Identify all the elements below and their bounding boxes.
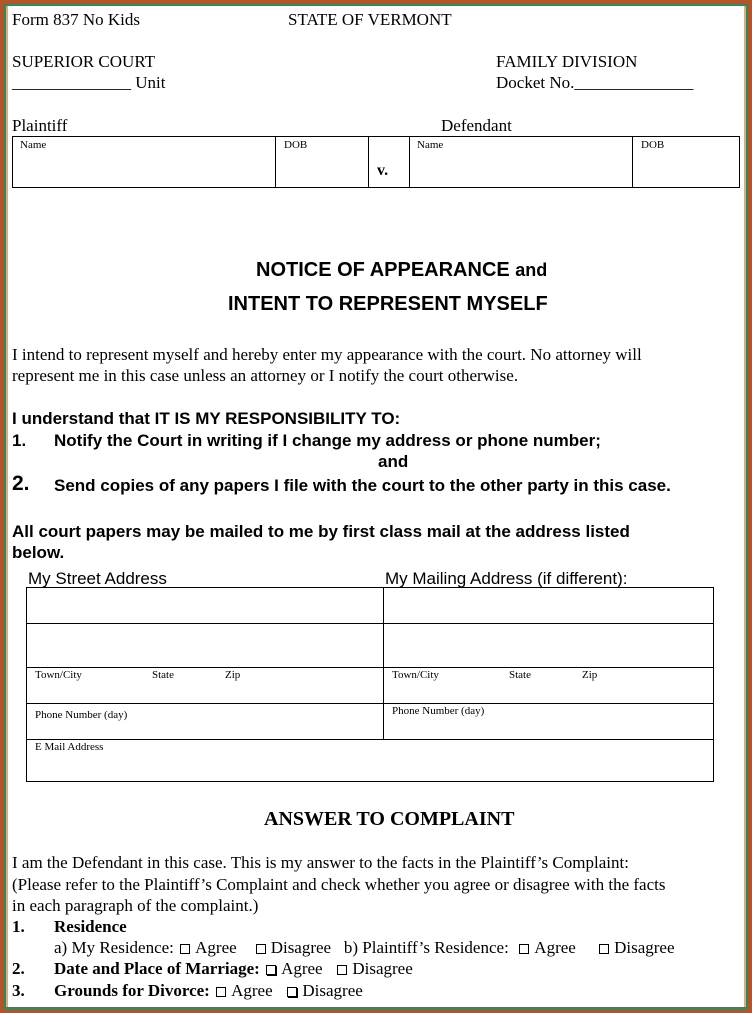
form-id: Form 837 No Kids (12, 10, 140, 29)
court-name: SUPERIOR COURT (12, 52, 156, 71)
grounds-label: Grounds for Divorce: (54, 981, 210, 1000)
notice-paragraph-line2: represent me in this case unless an attorney or I notify the court otherwise. (12, 366, 519, 385)
answer-title: ANSWER TO COMPLAINT (264, 808, 515, 830)
answer-item1-num: 1. (12, 917, 25, 936)
street-town-label: Town/City (35, 669, 82, 681)
answer-item3-num: 3. (12, 981, 25, 1000)
mailing-zip-label: Zip (582, 669, 598, 681)
grounds-disagree-checkbox[interactable] (287, 987, 297, 997)
unit-field[interactable]: ______________ Unit (12, 73, 166, 92)
division-name: FAMILY DIVISION (496, 52, 638, 71)
form-page (8, 6, 744, 1007)
marriage-disagree-label: Disagree (352, 959, 413, 978)
street-phone-label: Phone Number (day) (35, 709, 128, 721)
notice-title-line1 (256, 259, 547, 282)
mailing-state-label: State (509, 669, 531, 681)
mailing-address-heading: My Mailing Address (if different): (385, 569, 628, 588)
notice-title-and: and (515, 260, 548, 280)
residence-row (54, 938, 675, 958)
plaintiff-name-field[interactable] (12, 136, 276, 188)
answer-line3: in each paragraph of the complaint.) (12, 896, 259, 915)
plaintiff-residence-label: b) Plaintiff’s Residence: (343, 938, 509, 957)
email-label: E Mail Address (35, 741, 104, 753)
answer-item1-title: Residence (54, 917, 127, 936)
answer-item2-num: 2. (12, 959, 25, 978)
versus-cell (368, 136, 410, 188)
marriage-agree-checkbox[interactable] (266, 965, 276, 975)
state-title: STATE OF VERMONT (288, 10, 452, 29)
notice-title-line2: INTENT TO REPRESENT MYSELF (228, 293, 548, 315)
street-address-heading: My Street Address (28, 569, 167, 588)
plaintiff-residence-disagree-label: Disagree (614, 938, 675, 957)
marriage-label: Date and Place of Marriage: (54, 959, 260, 978)
plaintiff-residence-disagree-checkbox[interactable] (599, 944, 609, 954)
responsibility-and: and (378, 452, 409, 471)
mail-notice-line2: below. (12, 543, 65, 562)
notice-paragraph-line1: I intend to represent myself and hereby enter my appearance with the court. No attorney will (12, 345, 642, 364)
grounds-row (54, 981, 363, 1001)
responsibility-item1-num: 1. (12, 431, 27, 450)
my-residence-disagree-label: Disagree (270, 938, 332, 957)
grounds-agree-checkbox[interactable] (216, 987, 226, 997)
marriage-agree-label: Agree (281, 959, 323, 978)
plaintiff-dob-label: DOB (284, 139, 308, 151)
mailing-town-label: Town/City (392, 669, 439, 681)
defendant-dob-label: DOB (641, 139, 665, 151)
docket-field[interactable]: Docket No.______________ (496, 73, 694, 92)
mailing-address-line2[interactable] (383, 623, 714, 668)
plaintiff-label: Plaintiff (12, 116, 68, 135)
street-state-label: State (152, 669, 174, 681)
grounds-disagree-label: Disagree (302, 981, 363, 1000)
plaintiff-name-label: Name (20, 139, 47, 151)
street-address-line2[interactable] (26, 623, 384, 668)
street-zip-label: Zip (225, 669, 241, 681)
my-residence-disagree-checkbox[interactable] (256, 944, 266, 954)
defendant-label: Defendant (441, 116, 512, 135)
defendant-name-label: Name (417, 139, 444, 151)
grounds-agree-label: Agree (231, 981, 273, 1000)
my-residence-agree-label: Agree (195, 938, 237, 957)
answer-line1: I am the Defendant in this case. This is my answer to the facts in the Plaintiff’s Complaint: (12, 853, 629, 872)
responsibility-item2-num: 2. (12, 472, 30, 495)
answer-line2: (Please refer to the Plaintiff’s Complaint and check whether you agree or disagree with the facts (12, 875, 666, 894)
marriage-disagree-checkbox[interactable] (337, 965, 347, 975)
versus-text: v. (377, 162, 389, 179)
notice-title-main: NOTICE OF APPEARANCE (256, 259, 510, 281)
mail-notice-line1: All court papers may be mailed to me by first class mail at the address listed (12, 522, 630, 541)
marriage-row (54, 959, 413, 979)
email-field[interactable] (26, 739, 714, 782)
plaintiff-residence-agree-label: Agree (534, 938, 576, 957)
my-residence-agree-checkbox[interactable] (180, 944, 190, 954)
mailing-phone-label: Phone Number (day) (392, 705, 485, 717)
responsibility-item2: Send copies of any papers I file with the court to the other party in this case. (54, 476, 671, 495)
mailing-address-line1[interactable] (383, 587, 714, 624)
street-address-line1[interactable] (26, 587, 384, 624)
my-residence-label: a) My Residence: (54, 938, 174, 957)
plaintiff-residence-agree-checkbox[interactable] (519, 944, 529, 954)
responsibility-item1: Notify the Court in writing if I change my address or phone number; (54, 431, 601, 450)
responsibility-heading: I understand that IT IS MY RESPONSIBILITY TO: (12, 409, 401, 428)
